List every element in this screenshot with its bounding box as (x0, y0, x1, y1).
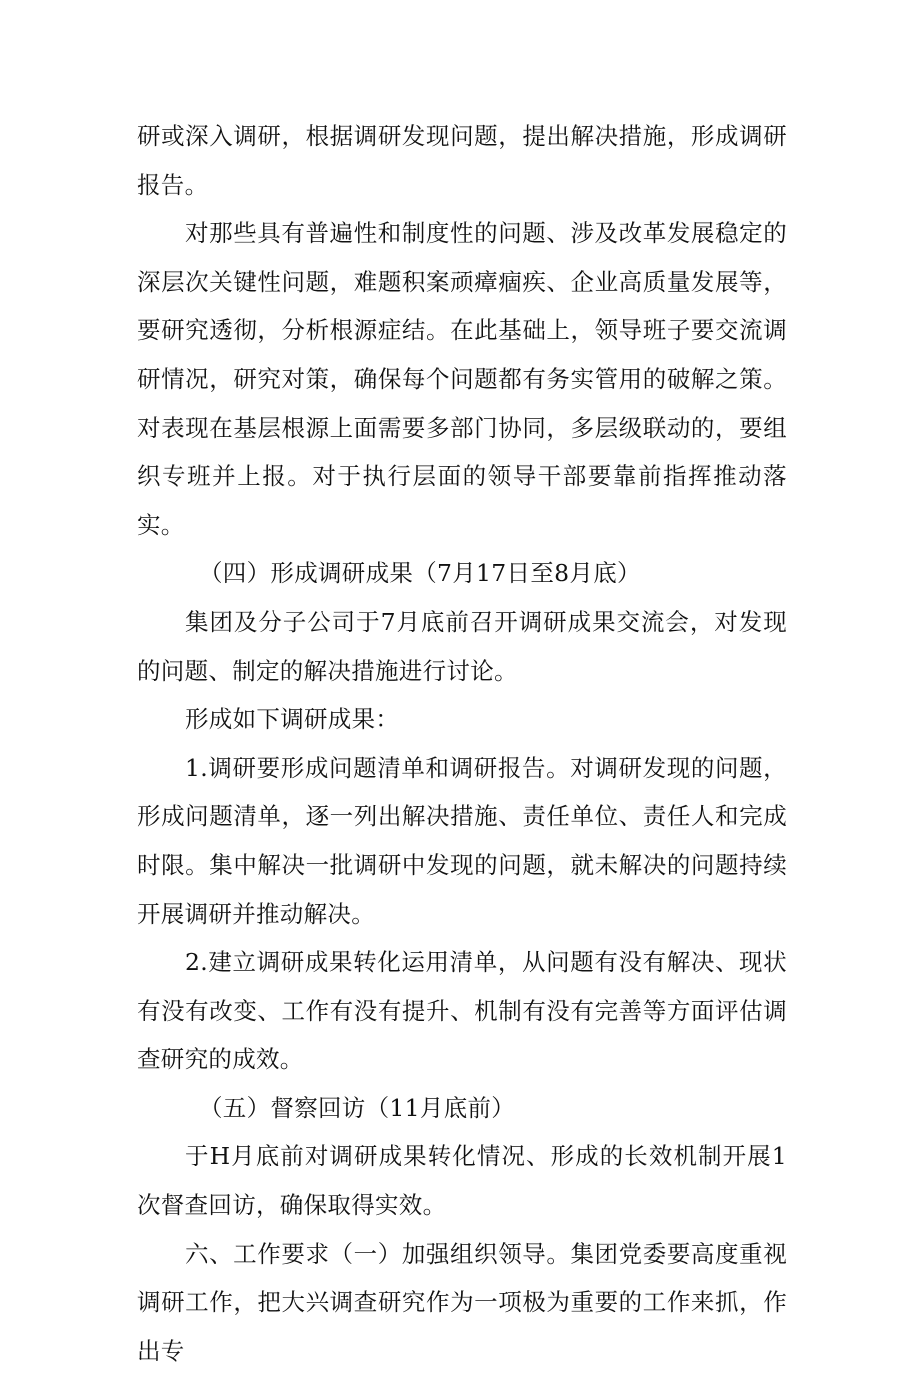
section-heading-4: （四）形成调研成果（7月17日至8月底） (199, 559, 641, 588)
paragraph-results-intro: 形成如下调研成果： (185, 705, 400, 734)
paragraph-revisit: 于H月底前对调研成果转化情况、形成的长效机制开展1次督查回访，确保取得实效。 (137, 1142, 787, 1220)
paragraph-deep-problems: 对那些具有普遍性和制度性的问题、涉及改革发展稳定的深层次关键性问题，难题积案顽瘴痼疾、企业高质量发展等，要研究透彻，分析根源症结。在此基础上，领导班子要交流调研情况，研究对策，确保每个问题都有务实管用的破解之策。对表现在基层根源上面需要多部门协同，多层级联动的，要组织专班并上报。对于执行层面的领导干部要靠前指挥推动落实。 (137, 219, 787, 539)
list-item-2: 2.建立调研成果转化运用清单，从问题有没有解决、现状有没有改变、工作有没有提升、机制有没有完善等方面评估调查研究的成效。 (137, 948, 787, 1074)
paragraph-work-requirements: 六、工作要求（一）加强组织领导。集团党委要高度重视调研工作，把大兴调查研究作为一项极为重要的工作来抓，作出专 (137, 1239, 787, 1365)
section-heading-5: （五）督察回访（11月底前） (199, 1093, 516, 1122)
paragraph-continuation: 研或深入调研，根据调研发现问题，提出解决措施，形成调研报告。 (137, 122, 787, 199)
document-page (137, 112, 787, 1375)
list-item-1: 1.调研要形成问题清单和调研报告。对调研发现的问题，形成问题清单，逐一列出解决措施、责任单位、责任人和完成时限。集中解决一批调研中发现的问题，就未解决的问题持续开展调研并推动解决。 (137, 753, 787, 928)
paragraph-exchange-meeting: 集团及分子公司于7月底前召开调研成果交流会，对发现的问题、制定的解决措施进行讨论。 (137, 607, 787, 685)
